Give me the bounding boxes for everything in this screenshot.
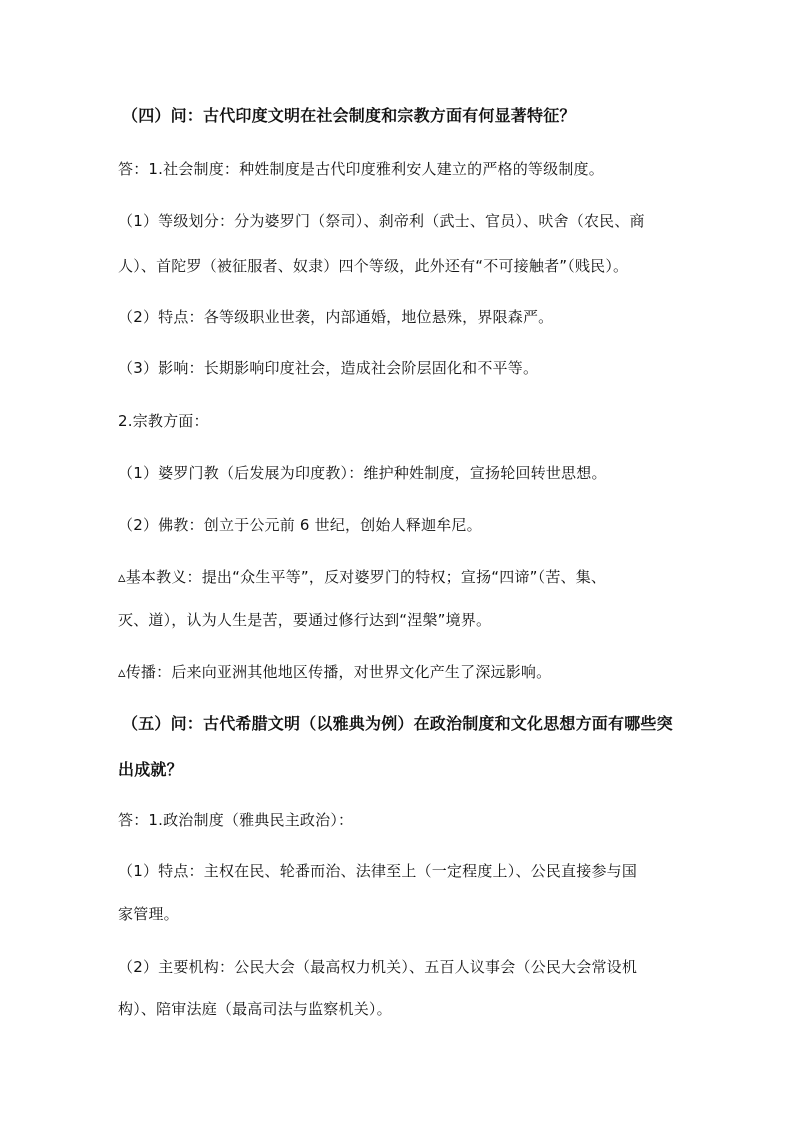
answer-social-system-intro: 答：1.社会制度：种姓制度是古代印度雅利安人建立的严格的等级制度。 <box>118 160 604 178</box>
democracy-features-line-1: （1）特点：主权在民、轮番而治、法律至上（一定程度上）、公民直接参与国 <box>118 862 638 880</box>
buddhism-doctrine-line-2: 灭、道），认为人生是苦，要通过修行达到“涅槃”境界。 <box>118 611 492 629</box>
answer-political-system-intro: 答：1.政治制度（雅典民主政治）： <box>118 811 354 829</box>
brahmanism-item: （1）婆罗门教（后发展为印度教）：维护种姓制度，宣扬轮回转世思想。 <box>118 464 607 482</box>
question-four-heading: （四）问：古代印度文明在社会制度和宗教方面有何显著特征？ <box>122 106 576 125</box>
caste-division-line-2: 人）、首陀罗（被征服者、奴隶）四个等级，此外还有“不可接触者”（贱民）。 <box>118 257 629 275</box>
buddhism-spread: ▵传播：后来向亚洲其他地区传播，对世界文化产生了深远影响。 <box>118 663 552 681</box>
caste-features: （2）特点：各等级职业世袭，内部通婚，地位悬殊，界限森严。 <box>118 308 554 326</box>
caste-influence: （3）影响：长期影响印度社会，造成社会阶层固化和不平等。 <box>118 359 539 377</box>
caste-division-line-1: （1）等级划分：分为婆罗门（祭司）、刹帝利（武士、官员）、吠舍（农民、商 <box>118 212 645 230</box>
main-institutions-line-2: 构）、陪审法庭（最高司法与监察机关）。 <box>118 1000 392 1018</box>
democracy-features-line-2: 家管理。 <box>118 905 179 923</box>
religion-heading: 2.宗教方面： <box>118 412 209 430</box>
question-five-heading-line-1: （五）问：古代希腊文明（以雅典为例）在政治制度和文化思想方面有哪些突 <box>122 714 673 733</box>
buddhism-item: （2）佛教：创立于公元前 6 世纪，创始人释迦牟尼。 <box>118 516 482 534</box>
buddhism-doctrine-line-1: ▵基本教义：提出“众生平等”，反对婆罗门的特权；宣扬“四谛”（苦、集、 <box>118 568 607 586</box>
main-institutions-line-1: （2）主要机构：公民大会（最高权力机关）、五百人议事会（公民大会常设机 <box>118 958 638 976</box>
question-five-heading-line-2: 出成就？ <box>118 760 183 779</box>
